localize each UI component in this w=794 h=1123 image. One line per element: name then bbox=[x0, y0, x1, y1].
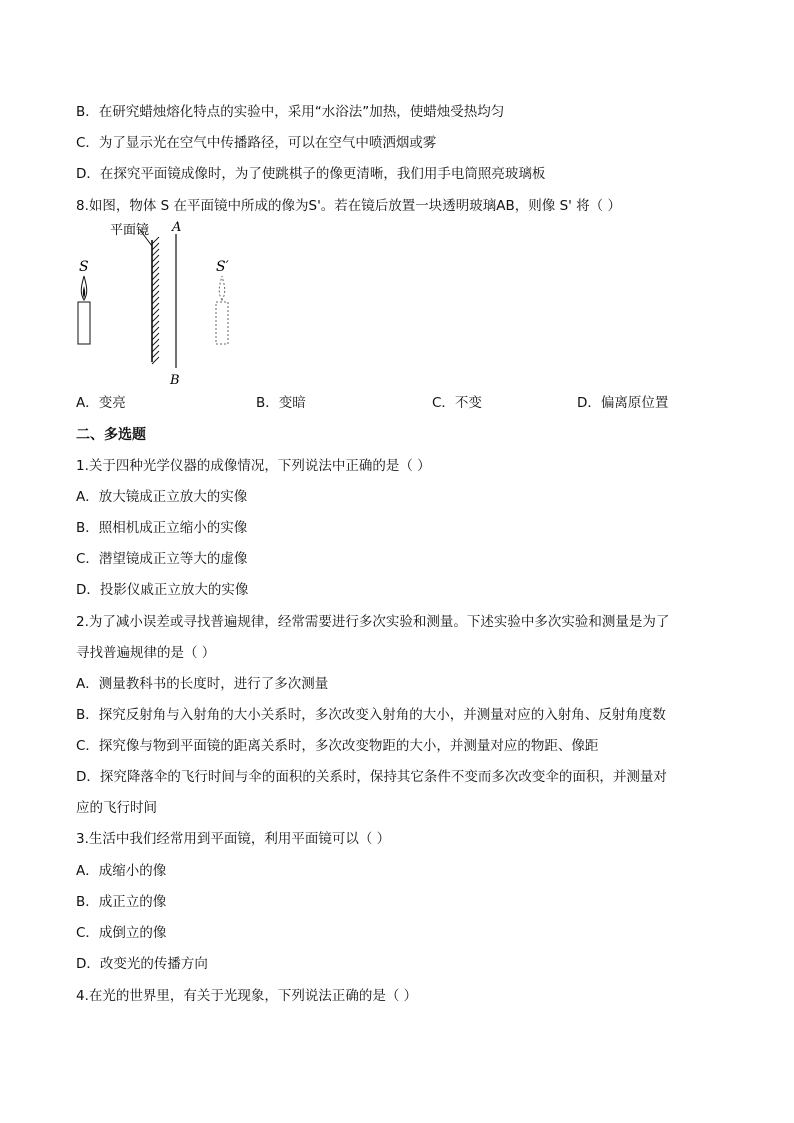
mirror-label: 平面镜 bbox=[110, 223, 150, 238]
mq4-stem: 4.在光的世界里，有关于光现象，下列说法正确的是（ ） bbox=[76, 988, 418, 1004]
mirror-figure bbox=[72, 218, 272, 388]
label-s: S bbox=[79, 259, 89, 275]
q8-option-b: B．变暗 bbox=[256, 395, 306, 411]
mq2-stem-line1: 2.为了减小误差或寻找普遍规律，经常需要进行多次实验和测量。下述实验中多次实验和测量是为了 bbox=[76, 614, 670, 630]
mq2-option-c: C．探究像与物到平面镜的距离关系时，多次改变物距的大小，并测量对应的物距、像距 bbox=[76, 738, 599, 754]
q8-stem: 8.如图，物体 S 在平面镜中所成的像为S'。若在镜后放置一块透明玻璃AB，则像 S' 将（ ） bbox=[76, 198, 621, 214]
mq2-option-d: D．探究降落伞的飞行时间与伞的面积的关系时，保持其它条件不变而多次改变伞的面积，并测量对 bbox=[76, 769, 667, 785]
mq1-option-a: A．放大镜成正立放大的实像 bbox=[76, 489, 248, 505]
label-b: B bbox=[170, 373, 180, 388]
mq1-stem: 1.关于四种光学仪器的成像情况，下列说法中正确的是（ ） bbox=[76, 458, 431, 474]
candle-body bbox=[78, 302, 90, 344]
image-candle-body bbox=[216, 302, 228, 344]
image-flame bbox=[219, 276, 224, 300]
mq2-stem-line2: 寻找普遍规律的是（ ） bbox=[76, 645, 216, 661]
mq3-option-b: B．成正立的像 bbox=[76, 894, 167, 910]
mq1-option-b: B．照相机成正立缩小的实像 bbox=[76, 520, 248, 536]
candle-flame-core bbox=[83, 286, 85, 298]
q7-option-d: D．在探究平面镜成像时，为了使跳棋子的像更清晰，我们用手电筒照亮玻璃板 bbox=[76, 166, 546, 182]
q8-option-d: D．偏离原位置 bbox=[577, 395, 669, 411]
mirror-hatching bbox=[152, 237, 159, 364]
mq1-option-d: D．投影仪戚正立放大的实像 bbox=[76, 582, 249, 598]
mq2-option-b: B．探究反射角与入射角的大小关系时，多次改变入射角的大小，并测量对应的入射角、反射角度数 bbox=[76, 707, 666, 723]
mq2-option-d-cont: 应的飞行时间 bbox=[76, 800, 157, 816]
q8-option-c: C．不变 bbox=[432, 395, 482, 411]
q7-option-b: B．在研究蜡烛熔化特点的实验中，采用“水浴法”加热，使蜡烛受热均匀 bbox=[76, 104, 505, 120]
q7-option-c: C．为了显示光在空气中传播路径，可以在空气中喷洒烟或雾 bbox=[76, 135, 437, 151]
mq3-option-c: C．成倒立的像 bbox=[76, 925, 167, 941]
mq3-option-d: D．改变光的传播方向 bbox=[76, 956, 208, 972]
mq3-stem: 3.生活中我们经常用到平面镜，利用平面镜可以（ ） bbox=[76, 831, 391, 847]
section-title: 二、多选题 bbox=[76, 427, 146, 443]
q8-option-a: A．变亮 bbox=[76, 395, 126, 411]
mq3-option-a: A．成缩小的像 bbox=[76, 863, 167, 879]
label-s-prime: S′ bbox=[216, 259, 229, 275]
mq1-option-c: C．潜望镜成正立等大的虚像 bbox=[76, 551, 248, 567]
mq2-option-a: A．测量教科书的长度时，进行了多次测量 bbox=[76, 676, 329, 692]
label-a: A bbox=[172, 220, 182, 235]
